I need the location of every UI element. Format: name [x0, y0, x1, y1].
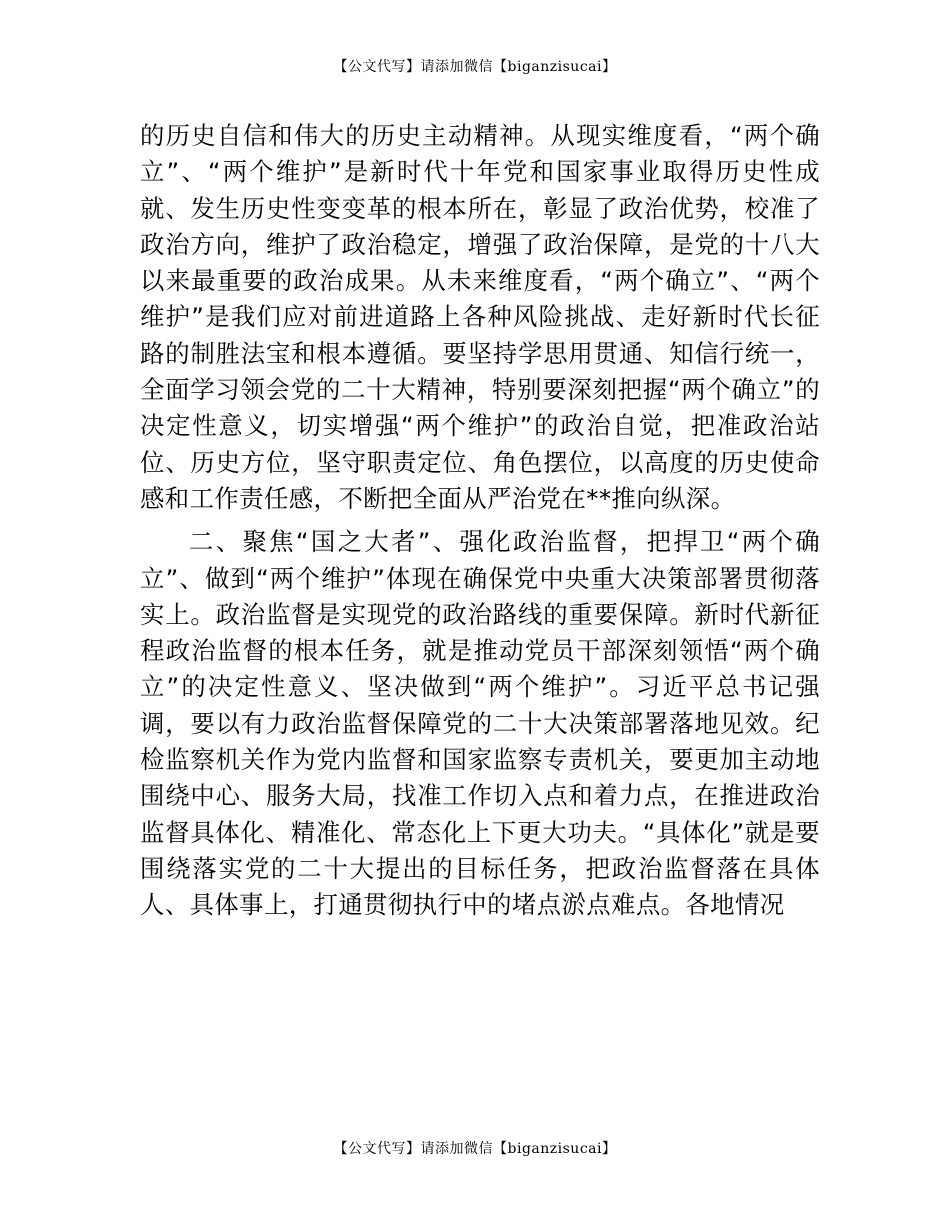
body-paragraph: 二、聚焦“国之大者”、强化政治监督，把捍卫“两个确立”、做到“两个维护”体现在确保党中央重大决策部署贯彻落实上。政治监督是实现党的政治路线的重要保障。新时代新征程政治监督的根本任务，就是推动党员干部深刻领悟“两个确立”的决定性意义、坚决做到“两个维护”。习近平总书记强调，要以有力政治监督保障党的二十大决策部署落地见效。纪检监察机关作为党内监督和国家监察专责机关，要更加主动地围绕中心、服务大局，找准工作切入点和着力点，在推进政治监督具体化、精准化、常态化上下更大功夫。“具体化”就是要围绕落实党的二十大提出的目标任务，把政治监督落在具体人、具体事上，打通贯彻执行中的堵点淤点难点。各地情况: [140, 527, 820, 920]
body-paragraph: 的历史自信和伟大的历史主动精神。从现实维度看，“两个确立”、“两个维护”是新时代十年党和国家事业取得历史性成就、发生历史性变变革的根本所在，彰显了政治优势，校准了政治方向，维护了政治稳定，增强了政治保障，是党的十八大以来最重要的政治成果。从未来维度看，“两个确立”、“两个维护”是我们应对前进道路上各种风险挑战、走好新时代长征路的制胜法宝和根本遵循。要坚持学思用贯通、知信行统一，全面学习领会党的二十大精神，特别要深刻把握“两个确立”的决定性意义，切实增强“两个维护”的政治自觉，把准政治站位、历史方位，坚守职责定位、角色摆位，以高度的历史使命感和工作责任感，不断把全面从严治党在**推向纵深。: [140, 121, 820, 513]
page-header: 【公文代写】请添加微信【biganzisucai】: [333, 59, 617, 75]
document-body: [140, 118, 820, 924]
page-footer: 【公文代写】请添加微信【biganzisucai】: [333, 1141, 617, 1157]
